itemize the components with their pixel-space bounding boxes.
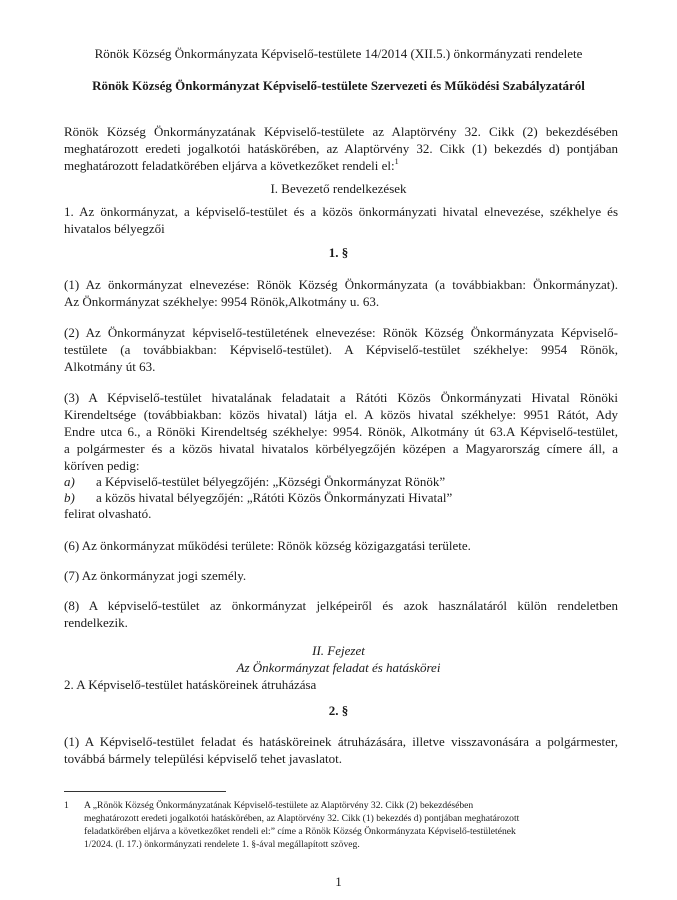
chapter-1-subtitle-line-2: hivatalos bélyegzői (64, 221, 165, 236)
s1-p3-end: felirat olvasható. (64, 506, 152, 521)
s1-p8-line-1: (8) A képviselő-testület az önkormányzat jelképeiről és azok használatáról külön rendeletben (64, 598, 618, 613)
s2-p1-line-1: (1) A Képviselő-testület feladat és hatásköreinek átruházására, illetve visszavonására a polgármester, (64, 734, 618, 749)
s1-p3-line-1: (3) A Képviselő-testület hivatalának feladatait a Rátóti Közös Önkormányzati Hivatal Rönöki (64, 390, 618, 405)
chapter-2-subtitle: Az Önkormányzat feladat és hatáskörei (236, 660, 441, 675)
s1-p1-line-1: (1) Az önkormányzat elnevezése: Rönök Község Önkormányzata (a továbbiakban: Önkormányzat). (64, 277, 618, 292)
footnote-line-4: 1/2024. (I. 17.) önkormányzati rendelete 1. §-ával megállapított szöveg. (84, 839, 360, 850)
s1-p8-line-2: rendelkezik. (64, 615, 128, 630)
footnote-line-1: A „Rönök Község Önkormányzatának Képviselő-testülete az Alaptörvény 32. Cikk (2) bekezdésében (84, 800, 474, 811)
s1-p1-line-2: Az Önkormányzat székhelye: 9954 Rönök,Alkotmány u. 63. (64, 294, 380, 309)
preamble-line-1: Rönök Község Önkormányzatának Képviselő-testülete az Alaptörvény 32. Cikk (2) bekezdésében (64, 124, 618, 139)
footnote-separator (64, 791, 226, 792)
footnote-line-3: feladatkörében eljárva a következőket rendeli el:” címe a Rönök Község Önkormányzata Képviselő-testületének (84, 826, 516, 837)
footnote-marker: 1 (394, 157, 399, 166)
s1-p2-line-1: (2) Az Önkormányzat képviselő-testületének elnevezése: Rönök Község Önkormányzata Képviselő- (64, 325, 618, 340)
regulation-number-title: Rönök Község Önkormányzata Képviselő-testülete 14/2014 (XII.5.) önkormányzati rendelete (94, 46, 583, 61)
s1-p3-line-3: Endre utca 6., a Rönöki Kirendeltség székhelye: 9954. Rönök, Alkotmány út 63.A Képviselő-testület, (64, 424, 618, 439)
footnote-number: 1 (64, 800, 69, 811)
s1-p6: (6) Az önkormányzat működési területe: Rönök község közigazgatási területe. (64, 538, 471, 553)
s1-p3-line-5: köríven pedig: (64, 458, 140, 473)
chapter-1-subtitle-line-1: 1. Az önkormányzat, a képviselő-testület és a közös önkormányzati hivatal elnevezése, székhelye és (64, 204, 618, 219)
chapter-1-title: I. Bevezető rendelkezések (270, 181, 407, 196)
s1-p7: (7) Az önkormányzat jogi személy. (64, 568, 247, 583)
chapter-2-heading: 2. A Képviselő-testület hatásköreinek átruházása (64, 677, 317, 692)
chapter-2-title: II. Fejezet (312, 643, 365, 658)
item-text-a: a Képviselő-testület bélyegzőjén: „Községi Önkormányzat Rönök” (96, 474, 446, 489)
item-label-b: b) (64, 490, 75, 505)
s1-p3-line-2: Kirendeltsége (továbbiakban: közös hivatal) látja el. A közös hivatal székhelye: 9951 Rátót, Ady (64, 407, 618, 422)
item-label-a: a) (64, 474, 75, 489)
s2-p1-line-2: továbbá bármely települési képviselő tehet javaslatot. (64, 751, 342, 766)
preamble-line-3: meghatározott feladatkörében eljárva a következőket rendeli el:$^1$ (64, 157, 399, 173)
section-2-mark: 2. § (328, 703, 349, 718)
item-text-b: a közös hivatal bélyegzőjén: „Rátóti Közös Önkormányzati Hivatal” (96, 490, 453, 505)
section-1-mark: 1. § (328, 245, 349, 260)
s1-p3-line-4: a polgármester és a közös hivatal hivatalos körbélyegzőjén középen a Magyarország címere áll, a (64, 441, 618, 456)
page-number: 1 (335, 874, 342, 889)
s1-p2-line-2: testülete (a továbbiakban: Képviselő-testület). A Képviselő-testület székhelye: 9954 Rönök, (64, 342, 618, 357)
regulation-subject-title: Rönök Község Önkormányzat Képviselő-testülete Szervezeti és Működési Szabályzatáról (92, 78, 585, 93)
preamble-line-2: meghatározott eredeti jogalkotói hatáskörében, az Alaptörvény 32. Cikk (1) bekezdés d) pontjában (64, 141, 618, 156)
s1-p2-line-3: Alkotmány út 63. (64, 359, 156, 374)
footnote-line-2: meghatározott eredeti jogalkotói hatáskörében, az Alaptörvény 32. Cikk (1) bekezdés d) pontjában meghatározott (84, 813, 520, 824)
